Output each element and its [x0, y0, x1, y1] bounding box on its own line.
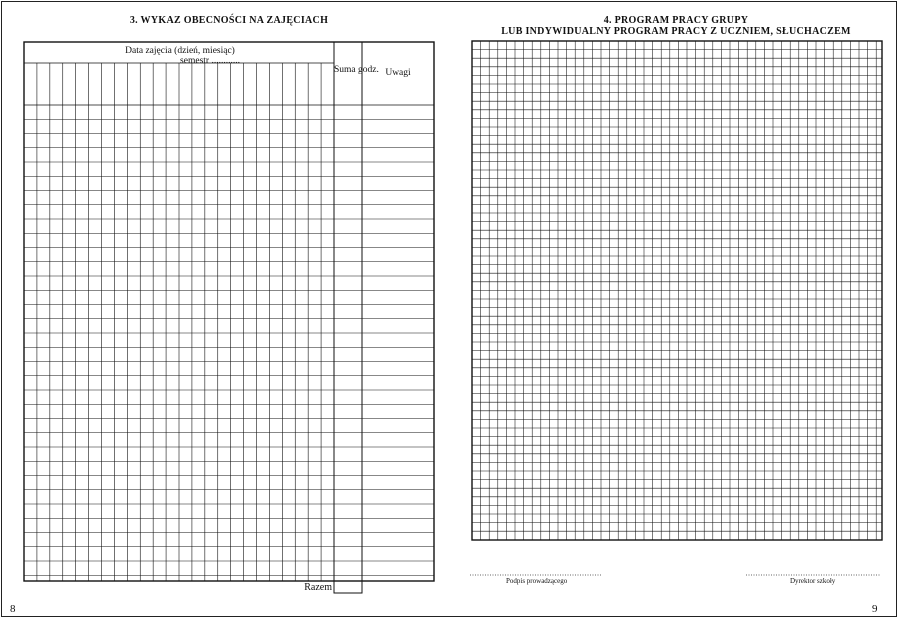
instructor-signature-label: Podpis prowadzącego [506, 577, 568, 585]
principal-signature-label: Dyrektor szkoły [790, 577, 836, 585]
semester-label: semestr ............ [180, 56, 240, 66]
page-number-left: 8 [10, 603, 16, 615]
date-column-header: Data zajęcia (dzień, miesiąc) [125, 46, 235, 56]
notes-header: Uwagi [385, 68, 411, 78]
attendance-table-border [24, 42, 434, 581]
work-program-title-line1: 4. PROGRAM PRACY GRUPY [603, 15, 749, 26]
total-label: Razem [304, 582, 332, 593]
attendance-title: 3. WYKAZ OBECNOŚCI NA ZAJĘCIACH [129, 15, 329, 26]
sum-hours-header: Suma godz. [334, 65, 379, 75]
total-sum-box [334, 581, 362, 593]
page-number-right: 9 [872, 603, 878, 615]
work-program-title-line2: LUB INDYWIDUALNY PROGRAM PRACY Z UCZNIEM, SŁUCHACZEM [501, 26, 851, 37]
